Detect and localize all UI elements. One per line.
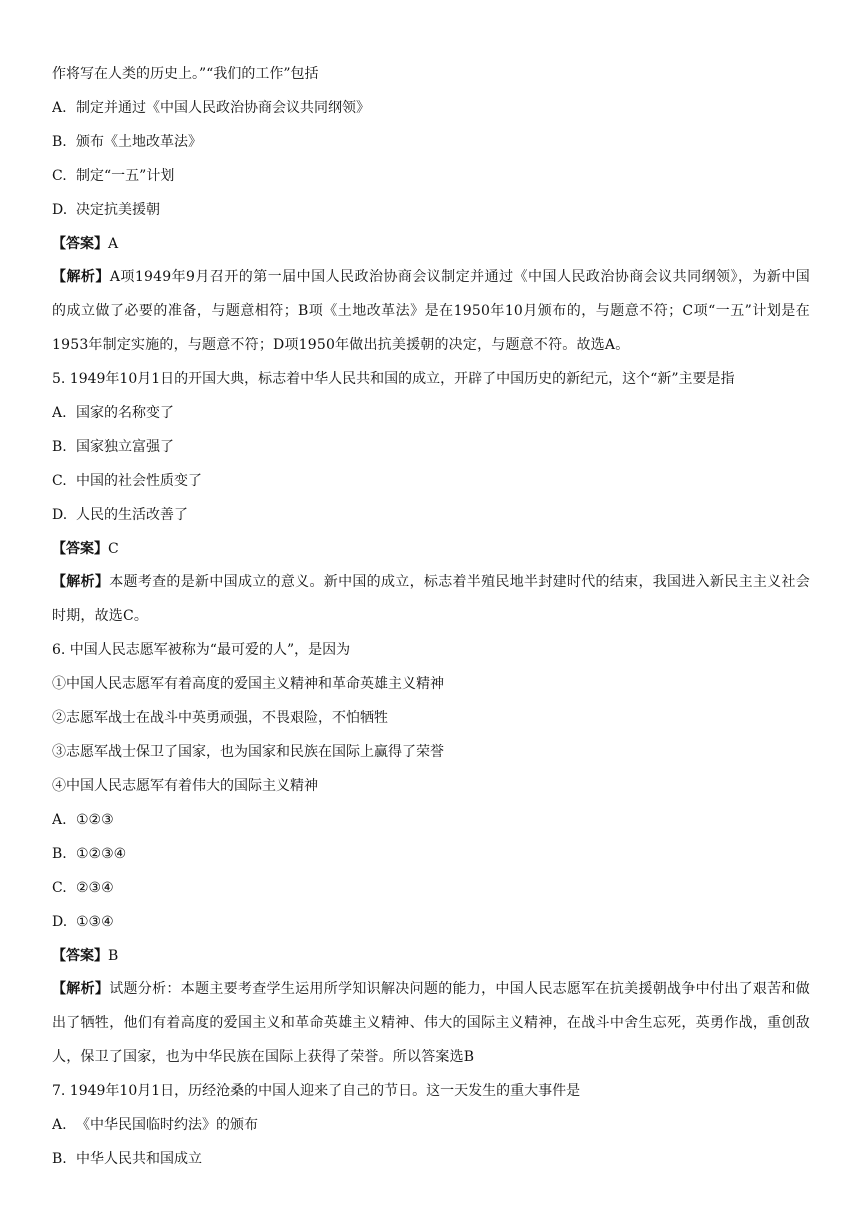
q6-option-b: B. ①②③④ bbox=[52, 846, 127, 862]
q5-analysis: 【解析】本题考查的是新中国成立的意义。新中国的成立，标志着半殖民地半封建时代的结束，我国进入新民主主义社会时期，故选C。 bbox=[52, 574, 810, 624]
q4-option-d: D. 决定抗美援朝 bbox=[52, 202, 160, 218]
q7-stem: 7. 1949年10月1日，历经沧桑的中国人迎来了自己的节日。这一天发生的重大事件是 bbox=[52, 1083, 581, 1099]
analysis-tag: 【解析】 bbox=[52, 269, 110, 285]
q6-analysis: 【解析】试题分析：本题主要考查学生运用所学知识解决问题的能力，中国人民志愿军在抗美援朝战争中付出了艰苦和做出了牺牲，他们有着高度的爱国主义和革命英雄主义精神、伟大的国际主义精神，在战斗中舍生忘死，英勇作战，重创敌人，保卫了国家，也为中华民族在国际上获得了荣誉。所以答案选B bbox=[52, 981, 810, 1065]
q6-statement-1: ①中国人民志愿军有着高度的爱国主义精神和革命英雄主义精神 bbox=[52, 676, 444, 692]
q5-option-c: C. 中国的社会性质变了 bbox=[52, 473, 202, 489]
q5-option-b: B. 国家独立富强了 bbox=[52, 439, 174, 455]
q6-option-d: D. ①③④ bbox=[52, 914, 114, 930]
q6-statement-3: ③志愿军战士保卫了国家，也为国家和民族在国际上赢得了荣誉 bbox=[52, 744, 444, 760]
analysis-tag: 【解析】 bbox=[52, 574, 110, 590]
answer-tag: 【答案】 bbox=[52, 236, 108, 252]
q5-stem: 5. 1949年10月1日的开国大典，标志着中华人民共和国的成立，开辟了中国历史的新纪元，这个“新”主要是指 bbox=[52, 371, 735, 387]
answer-tag: 【答案】 bbox=[52, 541, 108, 557]
q6-statement-4: ④中国人民志愿军有着伟大的国际主义精神 bbox=[52, 778, 318, 794]
q6-stem: 6. 中国人民志愿军被称为“最可爱的人”，是因为 bbox=[52, 642, 351, 658]
q4-stem-tail: 作将写在人类的历史上。”“我们的工作”包括 bbox=[52, 66, 319, 82]
q6-option-c: C. ②③④ bbox=[52, 880, 114, 896]
q5-option-d: D. 人民的生活改善了 bbox=[52, 507, 188, 523]
q6-option-a: A. ①②③ bbox=[52, 812, 114, 828]
q7-option-b: B. 中华人民共和国成立 bbox=[52, 1151, 202, 1167]
q6-statement-2: ②志愿军战士在战斗中英勇顽强，不畏艰险，不怕牺牲 bbox=[52, 710, 388, 726]
q4-option-c: C. 制定“一五”计划 bbox=[52, 168, 175, 184]
q5-option-a: A. 国家的名称变了 bbox=[52, 405, 174, 421]
q4-option-a: A. 制定并通过《中国人民政治协商会议共同纲领》 bbox=[52, 100, 370, 116]
q7-option-a: A. 《中华民国临时约法》的颁布 bbox=[52, 1117, 258, 1133]
q4-answer: 【答案】A bbox=[52, 236, 119, 252]
answer-tag: 【答案】 bbox=[52, 948, 108, 964]
q4-analysis: 【解析】A项1949年9月召开的第一届中国人民政治协商会议制定并通过《中国人民政治协商会议共同纲领》，为新中国的成立做了必要的准备，与题意相符；B项《土地改革法》是在1950年10月颁布的，与题意不符；C项“一五”计划是在1953年制定实施的，与题意不符；D项1950年做出抗美援朝的决定，与题意不符。故选A。 bbox=[52, 269, 811, 353]
q6-answer: 【答案】B bbox=[52, 948, 119, 964]
q5-answer: 【答案】C bbox=[52, 541, 119, 557]
analysis-tag: 【解析】 bbox=[52, 981, 110, 997]
q4-option-b: B. 颁布《土地改革法》 bbox=[52, 134, 202, 150]
